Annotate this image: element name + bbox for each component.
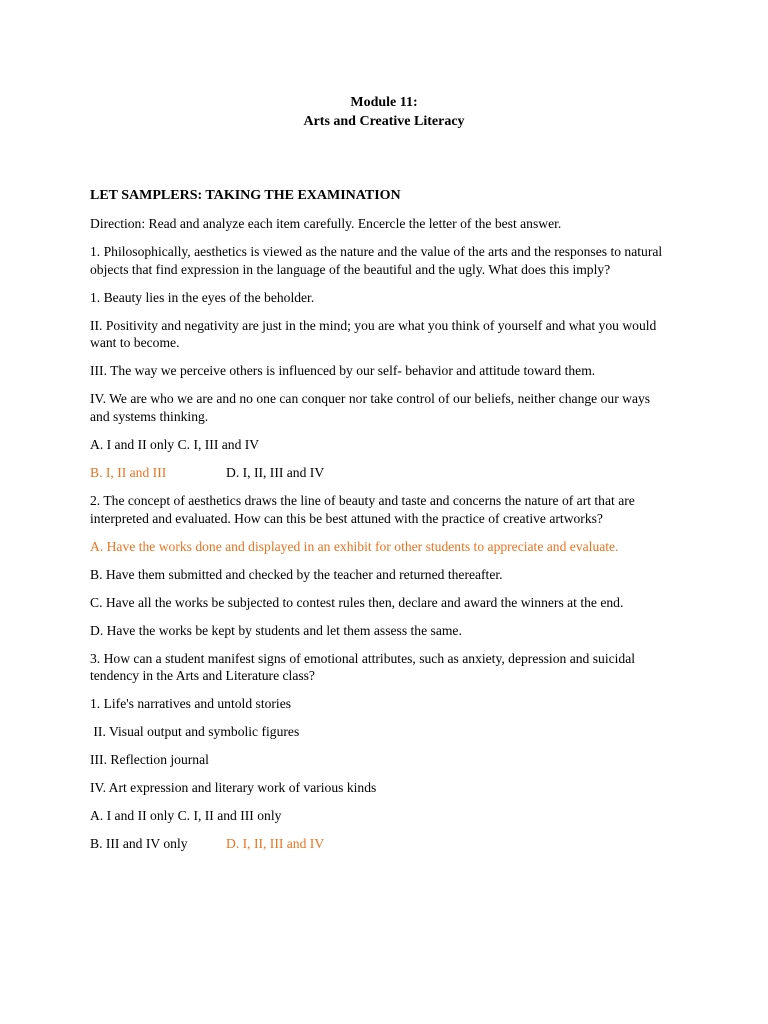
q1-statement-4-line-2: and systems thinking.	[90, 409, 209, 424]
q3-statement-2: II. Visual output and symbolic figures	[90, 724, 300, 739]
q1-choice-d: D. I, II, III and IV	[226, 465, 325, 480]
module-number: Module 11:	[350, 95, 418, 110]
q1-statement-3: III. The way we perceive others is influenced by our self- behavior and attitude toward them.	[90, 363, 596, 378]
q3-choices-a-c: A. I and II only C. I, II and III only	[90, 808, 282, 823]
module-title: Arts and Creative Literacy	[303, 114, 465, 129]
q3-statement-1: 1. Life's narratives and untold stories	[90, 696, 292, 711]
q2-choice-a-answer: A. Have the works done and displayed in an exhibit for other students to appreciate and evaluate.	[90, 539, 619, 554]
q1-stem-line-1: 1. Philosophically, aesthetics is viewed as the nature and the value of the arts and the responses to natural	[90, 244, 663, 259]
q2-stem-line-1: 2. The concept of aesthetics draws the line of beauty and taste and concerns the nature of art that are	[90, 493, 635, 508]
q2-choice-d: D. Have the works be kept by students and let them assess the same.	[90, 623, 462, 638]
q2-stem-line-2: interpreted and evaluated. How can this be best attuned with the practice of creative artworks?	[90, 511, 603, 526]
q3-stem-line-2: tendency in the Arts and Literature class?	[90, 668, 315, 683]
q1-statement-4-line-1: IV. We are who we are and no one can conquer nor take control of our beliefs, neither change our ways	[90, 391, 651, 406]
q1-statement-2-line-2: want to become.	[90, 335, 180, 350]
q1-statement-2-line-1: II. Positivity and negativity are just in the mind; you are what you think of yourself and what you would	[90, 318, 657, 333]
q1-choice-b-answer: B. I, II and III	[90, 465, 167, 480]
q3-choice-d-answer: D. I, II, III and IV	[226, 836, 325, 851]
q1-stem-line-2: objects that find expression in the language of the beautiful and the ugly. What does this imply?	[90, 262, 611, 277]
q3-statement-4: IV. Art expression and literary work of various kinds	[90, 780, 377, 795]
q3-stem-line-1: 3. How can a student manifest signs of emotional attributes, such as anxiety, depression and suicidal	[90, 651, 636, 666]
q1-statement-1: 1. Beauty lies in the eyes of the beholder.	[90, 290, 315, 305]
section-title: LET SAMPLERS: TAKING THE EXAMINATION	[90, 188, 401, 203]
q2-choice-b: B. Have them submitted and checked by the teacher and returned thereafter.	[90, 567, 503, 582]
q3-choice-b: B. III and IV only	[90, 836, 188, 851]
q1-choices-a-c: A. I and II only C. I, III and IV	[90, 437, 260, 452]
q2-choice-c: C. Have all the works be subjected to contest rules then, declare and award the winners at the end.	[90, 595, 624, 610]
q3-statement-3: III. Reflection journal	[90, 752, 209, 767]
direction-text: Direction: Read and analyze each item carefully. Encercle the letter of the best answer.	[90, 216, 562, 231]
